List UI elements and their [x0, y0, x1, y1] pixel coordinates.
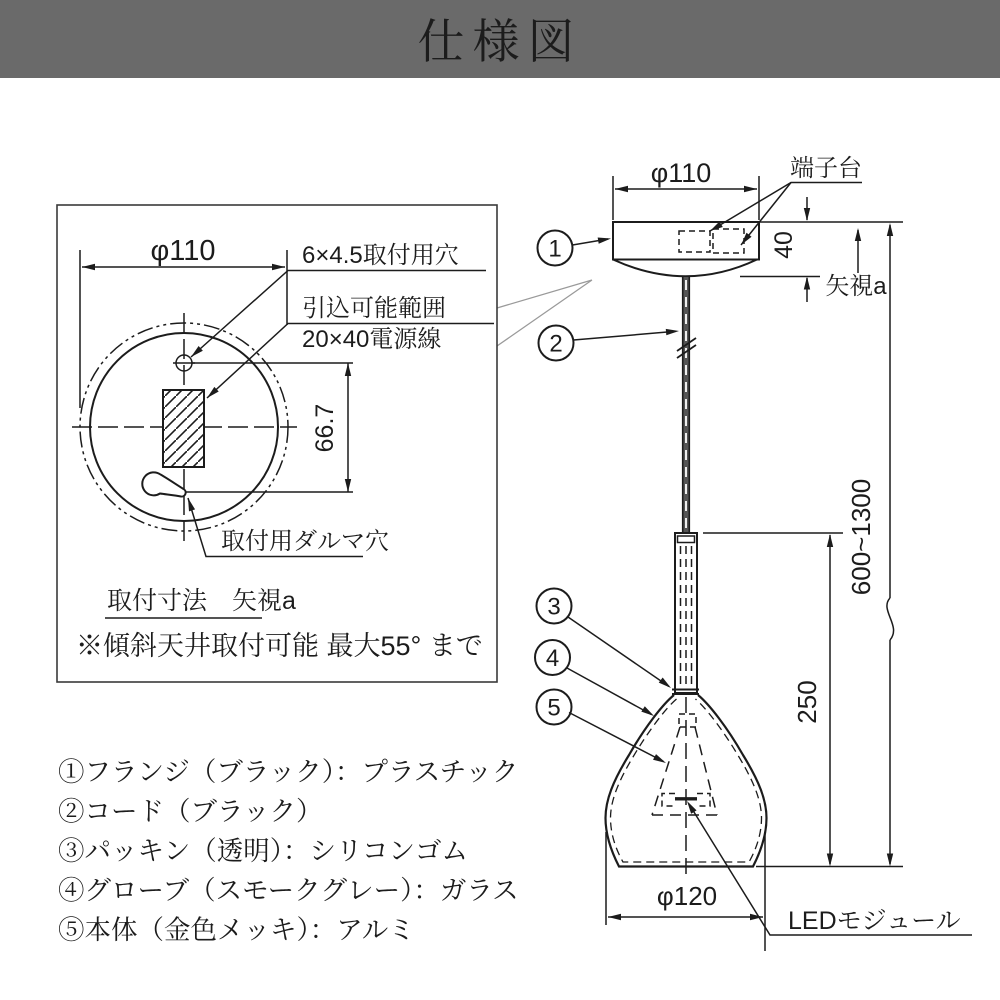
cord: [677, 277, 696, 533]
mounting-detail-box: [57, 205, 497, 682]
page-title: 仕様図: [417, 15, 583, 68]
parts-list-item-5: ⑤本体（金色メッキ）：アルミ: [58, 915, 415, 945]
parts-list-item-3: ③パッキン（透明）：シリコンゴム: [58, 836, 468, 866]
detail-dim-offset: 66.7: [311, 403, 339, 453]
callout-4: 4: [545, 645, 560, 672]
label-led-module: LEDモジュール: [788, 907, 961, 935]
dim-shade-height: 250: [792, 680, 822, 724]
header: [0, 0, 1000, 78]
label-mount-holes: 6×4.5取付用穴: [302, 242, 459, 269]
parts-list-item-4: ④グローブ（スモークグレー）：ガラス: [58, 875, 519, 906]
label-view-a: 矢視a: [825, 273, 887, 300]
label-power-line: 20×40電源線: [302, 326, 442, 353]
callout-3: 3: [547, 593, 561, 621]
callout-2: 2: [549, 330, 563, 358]
flange-body: [613, 222, 759, 260]
flange-skirt: [613, 260, 757, 277]
dim-shade-diameter: φ120: [656, 881, 718, 911]
label-terminal-block: 端子台: [790, 155, 862, 182]
main-dim-flange-diameter: φ110: [650, 158, 712, 188]
tilt-ceiling-note: ※傾斜天井取付可能 最大55° まで: [76, 631, 483, 661]
callout-5: 5: [547, 694, 561, 722]
parts-list-item-2: ②コード（ブラック）: [58, 796, 323, 827]
label-pullin-range: 引込可能範囲: [302, 295, 446, 322]
dim-flange-height: 40: [770, 231, 798, 259]
parts-list: [58, 757, 519, 945]
callout-1: 1: [548, 235, 562, 263]
label-daruma-hole: 取付用ダルマ穴: [221, 528, 389, 555]
detail-caption: 取付寸法 矢視a: [107, 587, 296, 615]
detail-dim-diameter: φ110: [150, 235, 216, 267]
power-cutout-hatched: [163, 390, 204, 467]
parts-list-item-1: ①フランジ（ブラック）：プラスチック: [58, 757, 519, 787]
pendant-main-view: [535, 155, 972, 951]
socket: [675, 533, 697, 693]
dim-suspension-range: 600~1300: [846, 478, 876, 596]
